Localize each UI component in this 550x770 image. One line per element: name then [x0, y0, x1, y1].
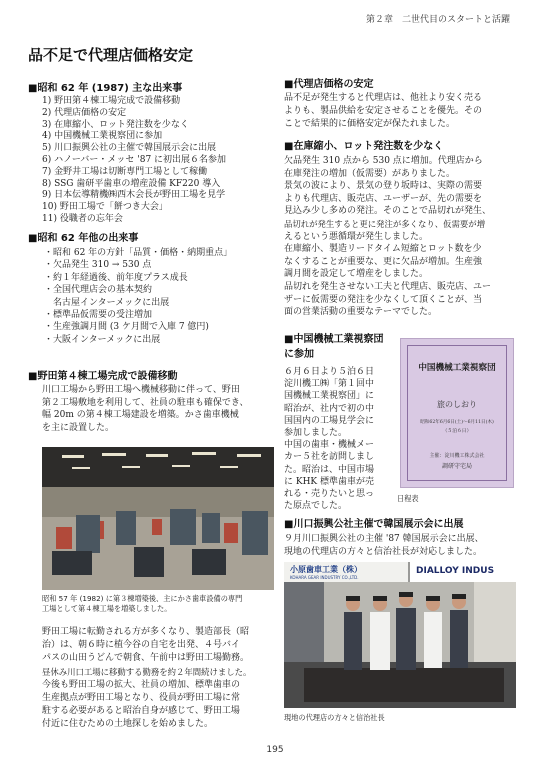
price-paragraph: [284, 92, 524, 131]
text-line: 付近に住むための土地探しを始めました。: [42, 719, 214, 730]
booklet-nights: （５泊６日）: [442, 429, 472, 434]
text-line: ことで結果的に価格安定が保たれました。: [284, 119, 456, 129]
company-events-list: [44, 247, 284, 346]
text-line: ザーに仮需要の発注を少なくして頂くことが、当: [284, 294, 483, 305]
factory-photo-caption: [42, 594, 278, 614]
text-line: 今後も野田工場の拡大、社員の増加、標準歯車の: [42, 679, 241, 690]
text-line: 品切れが発生すると更に発注が多くなり、仮需要が増: [284, 218, 485, 229]
text-line: パスの山田うどんで朝食、午前中は野田工場勤務。: [42, 653, 250, 664]
text-line: 生産拠点が野田工場となり、役員が野田工場に常: [42, 693, 241, 704]
text-line: 駐する必要があると昭治自身が感じて、野田工場: [42, 706, 240, 717]
text-line: 景気の波により、景気の登り坂時は、実際の需要: [284, 181, 483, 192]
text-line: よりも、製品供給を安定させることを優先。その: [284, 106, 483, 116]
booth-sign-right: [410, 562, 516, 582]
text-line: を主に設置した。: [42, 422, 115, 433]
text-line: 見込み少し多めの発注。そのことで品切れが発生、: [284, 206, 492, 217]
booklet-title: 中国機械工業視察団: [418, 363, 496, 373]
text-line: 中国の歯車・機械メー: [284, 440, 375, 451]
text-line: ９月川口振興公社の主催 '87 韓国展示会に出展、: [284, 534, 484, 544]
text-line: 淀川機工㈱「第１回中: [284, 379, 375, 390]
chapter-header: 第２章 二世代目のスタートと活躍: [365, 15, 510, 25]
booklet-organizer: 主催：淀川機工株式会社: [429, 453, 485, 459]
text-line: よりも代理店、販売店、ユーザーが、先の需要を: [284, 193, 483, 204]
text-line: 野田工場に転勤される方が多くなり、製造部長（昭: [42, 627, 250, 637]
booklet-cover: [400, 338, 514, 488]
list-item: ・大阪インターメックに出展: [44, 334, 161, 345]
inventory-paragraph: [284, 155, 528, 319]
story-paragraph: [42, 626, 282, 732]
list-item: 3) 在庫縮小、ロット発注数を少なく: [42, 119, 189, 130]
page-title: 品不足で代理店価格安定: [28, 46, 194, 64]
list-item: ・昭和 62 年の方針「品質・価格・納期重点」: [44, 248, 233, 258]
list-item: 8) SSG 歯研平歯車の増産設備 KF220 導入: [42, 178, 221, 189]
list-item: 1) 野田第４棟工場完成で設備移動: [42, 96, 181, 106]
text-line: 調月間を設定して増産をしました。: [284, 269, 429, 280]
list-item: ・約１年経過後、前年度プラス成長: [44, 272, 188, 283]
company-events-heading: ■昭和 62 年他の出来事: [28, 233, 139, 244]
list-item: 10) 野田工場で「餅つき大会」: [42, 202, 168, 213]
list-item: 名古屋インターメックに出展: [44, 297, 170, 308]
exhibition-photo: [284, 562, 516, 708]
list-item: ・標準品仮需要の受注増加: [44, 310, 153, 321]
booklet-subtitle: 旅のしおり: [437, 400, 477, 409]
text-line: た原点でした。: [284, 501, 348, 512]
factory-paragraph: [42, 384, 282, 434]
exhibition-photo-caption: 現地の代理店の方々と信治社長: [284, 713, 385, 722]
list-item: 9) 日本伝導精機㈱西木会長が野田工場を見学: [42, 190, 226, 201]
korea-paragraph: [284, 533, 528, 559]
booth-sign-right-text: DIALLOY INDUS: [416, 566, 495, 576]
price-heading: ■代理店価格の安定: [284, 79, 374, 90]
list-item: 11) 役職者の忘年会: [42, 213, 123, 224]
text-line: カー５社を訪問しまし: [284, 452, 375, 463]
factory-interior-image: [42, 447, 274, 590]
list-item: 2) 代理店価格の安定: [42, 107, 127, 118]
text-line: なくすることが重要な、更に欠品が増加。生産強: [284, 256, 483, 267]
booklet-planner: 調研守宅局: [441, 463, 472, 470]
heading-line: ■中国機械工業視察団: [284, 334, 384, 345]
list-item: ・欠品発生 310 → 530 点: [44, 260, 152, 271]
text-line: 幅 20m の第４棟工場建設を増築。かさ歯車機械: [42, 410, 239, 421]
text-line: ６月６日より５泊６日: [284, 367, 375, 377]
text-line: 面の営業活動の重要なテーマでした。: [284, 307, 438, 318]
exhibition-people-image: [284, 582, 516, 708]
inventory-heading: ■在庫縮小、ロット発注数を少なく: [284, 141, 444, 152]
text-line: 品不足が発生すると代理店は、他社より安く売る: [284, 93, 483, 103]
text-line: 昼休み川口工場に移動する勤務を約２年間続けました。: [42, 666, 252, 677]
text-line: 昭治が、社内で初の中: [284, 403, 375, 414]
text-line: 在庫発注の増加（仮需要）がありました。: [284, 168, 456, 179]
factory-heading: ■野田第４棟工場完成で設備移動: [28, 371, 178, 382]
china-heading: [284, 332, 383, 362]
page-number: 195: [266, 745, 284, 755]
korea-heading: ■川口振興公社主催で韓国展示会に出展: [284, 519, 464, 530]
booklet-caption: 日程表: [397, 494, 419, 503]
events-heading: ■昭和 62 年 (1987) 主な出来事: [28, 83, 183, 94]
text-line: た。昭治は、中国市場: [284, 464, 375, 475]
text-line: 参加しました。: [284, 428, 348, 439]
factory-photo: [42, 447, 274, 590]
text-line: 欠品発生 310 点から 530 点に増加。代理店から: [284, 156, 483, 166]
text-line: 国機械工業視察団」に: [284, 391, 375, 402]
text-line: 国国内の工場見学会に: [284, 415, 375, 426]
text-line: 在庫縮小、製造リードタイム短縮とロット数を少: [284, 244, 482, 255]
booth-sign-left-text: 小原歯車工業（株）: [290, 565, 362, 574]
heading-line: に参加: [284, 349, 314, 360]
text-line: 川口工場から野田工場へ機械移動に伴って、野田: [42, 385, 240, 395]
list-item: 7) 金野井工場は切断専門工場として稼働: [42, 166, 208, 177]
text-line: えるという悪循環が発生しました。: [284, 231, 429, 242]
events-list: [42, 96, 282, 226]
list-item: 6) ハノーバー・メッセ '87 に初出展６名参加: [42, 154, 227, 165]
text-line: 品切れを発生させない工夫と代理店、販売店、ユー: [284, 281, 492, 292]
text-line: れる・売りたいと思っ: [284, 489, 375, 500]
list-item: ・全国代理店会の基本契約: [44, 285, 153, 296]
booth-sign-left: [284, 562, 408, 584]
list-item: 4) 中国機械工業視察団に参加: [42, 131, 163, 142]
china-paragraph: [284, 366, 394, 512]
caption-line: 昭和 57 年 (1982) に第３棟増築後、主にかさ歯車設備の専門: [42, 594, 243, 603]
booklet-period: 昭和62年6月6日(土)～6月11日(木): [420, 420, 494, 425]
text-line: 第２工場敷地を利用して、社員の駐車も確保でき、: [42, 397, 249, 408]
text-line: 現地の代理店の方々と信治社長が対応しました。: [284, 547, 483, 557]
caption-line: 工場として第４棟工場を増築しました。: [42, 604, 172, 613]
text-line: 治）は、朝６時に植今谷の自宅を出発、４号バイ: [42, 640, 241, 651]
booth-sign-left-sub: KOHARA GEAR INDUSTRY CO.,LTD.: [290, 575, 359, 580]
list-item: ・生産強調月間 (3 ケ月間で入庫 7 億円): [44, 322, 209, 333]
text-line: に KHK 標準歯車が売: [284, 476, 375, 487]
list-item: 5) 川口振興公社の主催で韓国展示会に出展: [42, 143, 217, 154]
